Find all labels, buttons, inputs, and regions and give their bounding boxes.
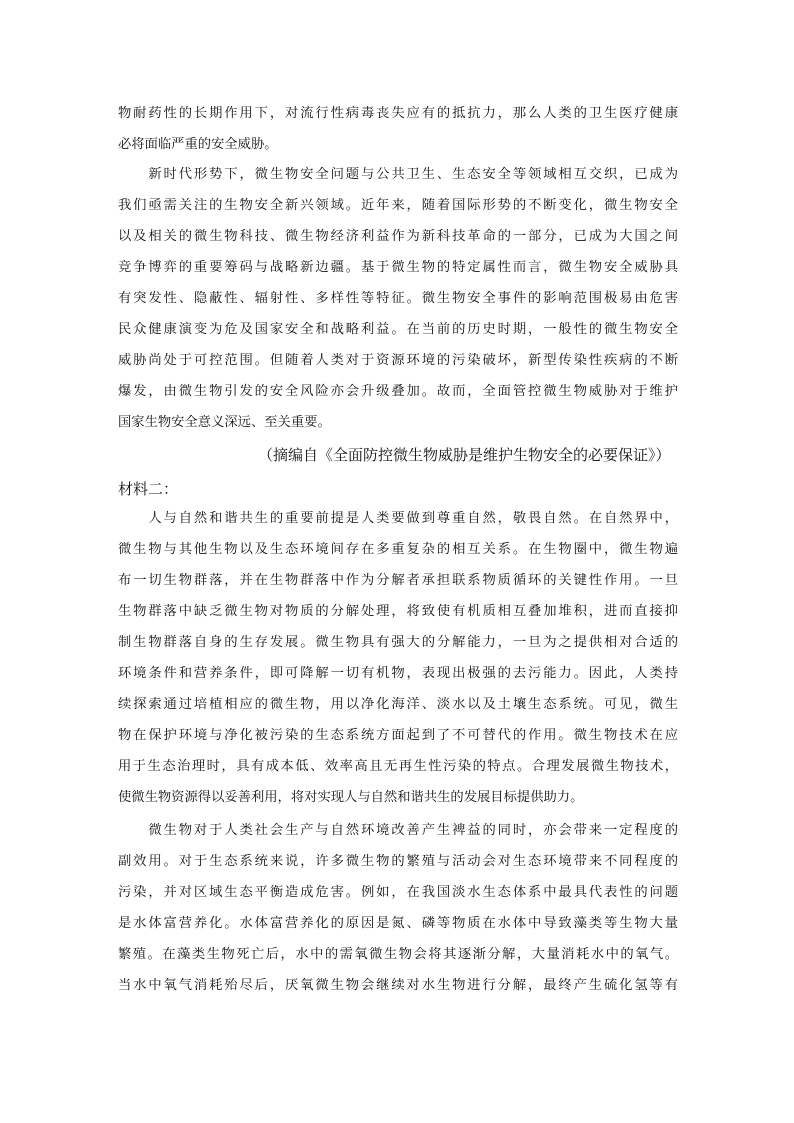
text-line: 制生物群落自身的生存发展。微生物具有强大的分解能力，一旦为之提供相对合适的: [118, 635, 678, 650]
text-line: 用于生态治理时，具有成本低、效率高且无再生性污染的特点。合理发展微生物技术，: [118, 759, 678, 774]
text-line: 繁殖。在藻类生物死亡后，水中的需氧微生物会将其逐渐分解，大量消耗水中的氧气。: [118, 947, 678, 962]
text-line: 布一切生物群落，并在生物群落中作为分解者承担联系物质循环的关键性作用。一旦: [118, 573, 678, 588]
text-line: 威胁尚处于可控范围。但随着人类对于资源环境的污染破坏，新型传染性疾病的不断: [118, 353, 678, 368]
text-line: 微生物对于人类社会生产与自然环境改善产生裨益的同时，亦会带来一定程度的: [118, 823, 678, 838]
text-line: 当水中氧气消耗殆尽后，厌氧微生物会继续对水生物进行分解，最终产生硫化氢等有: [118, 978, 678, 993]
text-line: 我们亟需关注的生物安全新兴领域。近年来，随着国际形势的不断变化，微生物安全: [118, 198, 678, 213]
paragraph-3: [118, 503, 678, 813]
text-line: 续探索通过培植相应的微生物，用以净化海洋、淡水以及土壤生态系统。可见，微生: [118, 697, 678, 712]
text-line: 物在保护环境与净化被污染的生态系统方面起到了不可替代的作用。微生物技术在应: [118, 728, 678, 743]
section-heading: 材料二：: [118, 480, 179, 498]
text-line: 以及相关的微生物科技、微生物经济利益作为新科技革命的一部分，已成为大国之间: [118, 229, 678, 244]
text-line: 爆发，由微生物引发的安全风险亦会升级叠加。故而，全面管控微生物威胁对于维护: [118, 384, 678, 399]
text-line: 副效用。对于生态系统来说，许多微生物的繁殖与活动会对生态环境带来不同程度的: [118, 854, 678, 869]
text-line: 必将面临严重的安全威胁。: [118, 137, 278, 152]
text-line: 有突发性、隐蔽性、辐射性、多样性等特征。微生物安全事件的影响范围极易由危害: [118, 291, 678, 306]
text-line: 生物群落中缺乏微生物对物质的分解处理，将致使有机质相互叠加堆积，进而直接抑: [118, 604, 678, 619]
text-line: 环境条件和营养条件，即可降解一切有机物，表现出极强的去污能力。因此，人类持: [118, 666, 678, 681]
text-line: 竞争博弈的重要筹码与战略新边疆。基于微生物的特定属性而言，微生物安全威胁具: [118, 260, 678, 275]
text-line: 人与自然和谐共生的重要前提是人类要做到尊重自然，敬畏自然。在自然界中，: [118, 511, 678, 526]
source-citation: （摘编自《全面防控微生物威胁是维护生物安全的必要保证》）: [258, 446, 671, 464]
text-line: 使微生物资源得以妥善利用，将对实现人与自然和谐共生的发展目标提供助力。: [118, 790, 584, 805]
text-line: 微生物与其他生物以及生态环境间存在多重复杂的相互关系。在生物圈中，微生物遍: [118, 542, 678, 557]
text-line: 污染，并对区域生态平衡造成危害。例如，在我国淡水生态体系中最具代表性的问题: [118, 885, 678, 900]
paragraph-1: [118, 98, 678, 160]
text-line: 物耐药性的长期作用下，对流行性病毒丧失应有的抵抗力，那么人类的卫生医疗健康: [118, 106, 678, 121]
paragraph-4: [118, 815, 678, 1001]
text-line: 新时代形势下，微生物安全问题与公共卫生、生态安全等领域相互交织，已成为: [118, 167, 678, 182]
text-line: 国家生物安全意义深远、至关重要。: [118, 415, 331, 430]
paragraph-2: [118, 159, 678, 438]
text-line: 民众健康演变为危及国家安全和战略利益。在当前的历史时期，一般性的微生物安全: [118, 322, 678, 337]
text-line: 是水体富营养化。水体富营养化的原因是氮、磷等物质在水体中导致藻类等生物大量: [118, 916, 678, 931]
